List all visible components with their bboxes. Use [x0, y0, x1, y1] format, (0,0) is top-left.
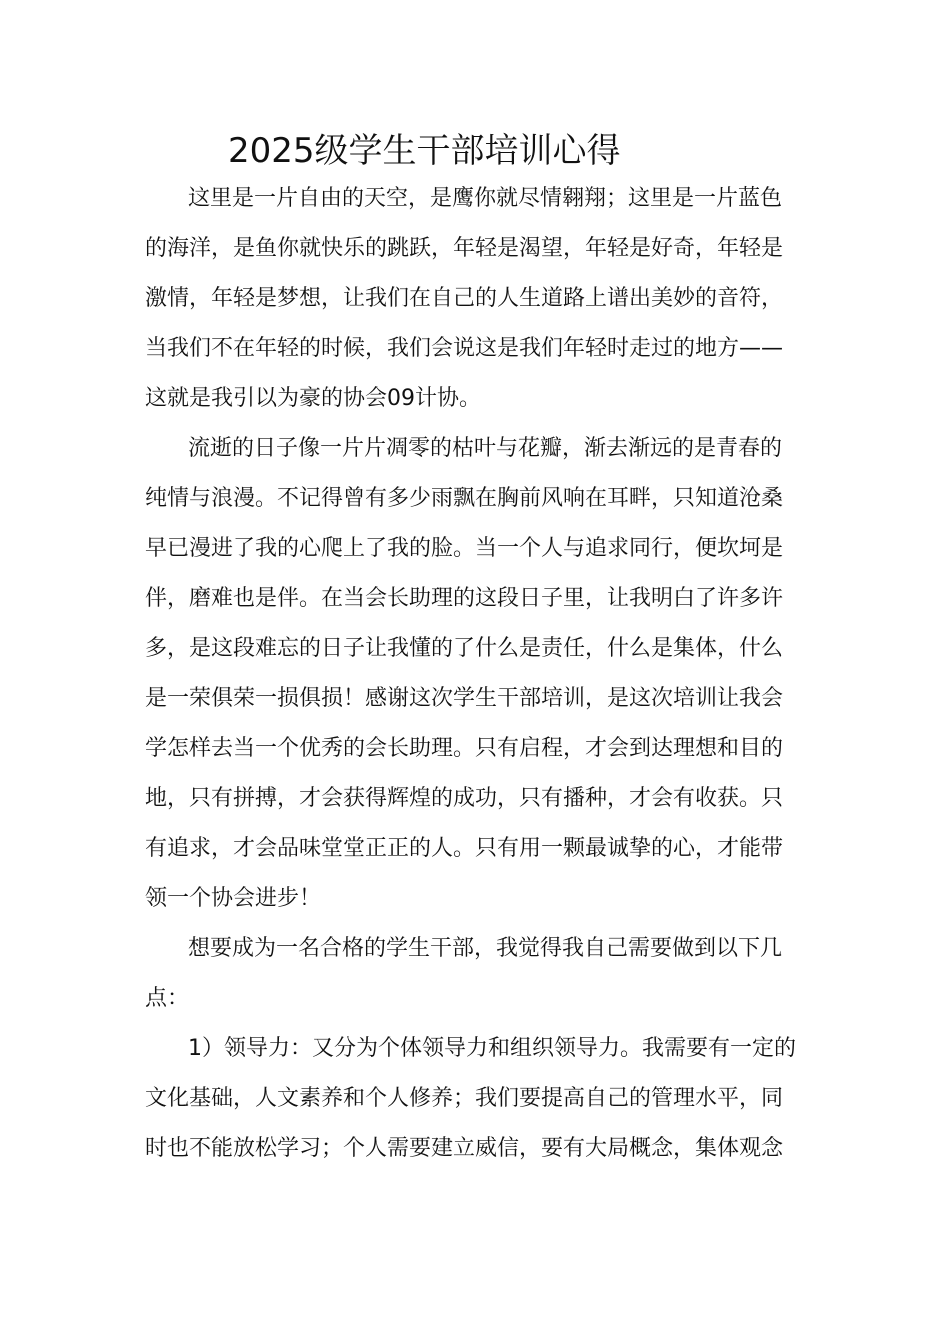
text-line-15: 领一个协会进步！ [145, 886, 322, 911]
text-line-11: 是一荣俱荣一损俱损！感谢这次学生干部培训，是这次培训让我会 [145, 686, 784, 711]
text-line-13: 地，只有拼搏，才会获得辉煌的成功，只有播种，才会有收获。只 [145, 786, 784, 811]
text-line-4: 当我们不在年轻的时候，我们会说这是我们年轻时走过的地方—— [145, 336, 784, 361]
text-line-8: 早已漫进了我的心爬上了我的脸。当一个人与追求同行，便坎坷是 [145, 536, 784, 561]
text-line-12: 学怎样去当一个优秀的会长助理。只有启程，才会到达理想和目的 [145, 736, 784, 761]
text-line-14: 有追求，才会品味堂堂正正的人。只有用一颗最诚挚的心，才能带 [145, 836, 784, 861]
text-line-20: 时也不能放松学习；个人需要建立威信，要有大局概念，集体观念 [145, 1136, 784, 1161]
text-line-2: 的海洋，是鱼你就快乐的跳跃，年轻是渴望，年轻是好奇，年轻是 [145, 236, 784, 261]
text-line-3: 激情，年轻是梦想，让我们在自己的人生道路上谱出美妙的音符， [145, 286, 784, 311]
text-line-5: 这就是我引以为豪的协会09计协。 [145, 386, 481, 411]
document-title: 2025级学生干部培训心得 [228, 131, 621, 171]
text-line-17: 点： [145, 986, 190, 1011]
text-line-7: 纯情与浪漫。不记得曾有多少雨飘在胸前风响在耳畔，只知道沧桑 [145, 486, 784, 511]
text-line-10: 多，是这段难忘的日子让我懂的了什么是责任，什么是集体，什么 [145, 636, 784, 661]
text-line-19: 文化基础，人文素养和个人修养；我们要提高自己的管理水平，同 [145, 1086, 784, 1111]
text-line-6: 流逝的日子像一片片凋零的枯叶与花瓣，渐去渐远的是青春的 [188, 436, 783, 461]
text-line-16: 想要成为一名合格的学生干部，我觉得我自己需要做到以下几 [188, 936, 783, 961]
text-line-18: 1）领导力：又分为个体领导力和组织领导力。我需要有一定的 [188, 1036, 796, 1061]
text-line-9: 伴，磨难也是伴。在当会长助理的这段日子里，让我明白了许多许 [145, 586, 784, 611]
text-line-1: 这里是一片自由的天空，是鹰你就尽情翱翔；这里是一片蓝色 [188, 186, 783, 211]
